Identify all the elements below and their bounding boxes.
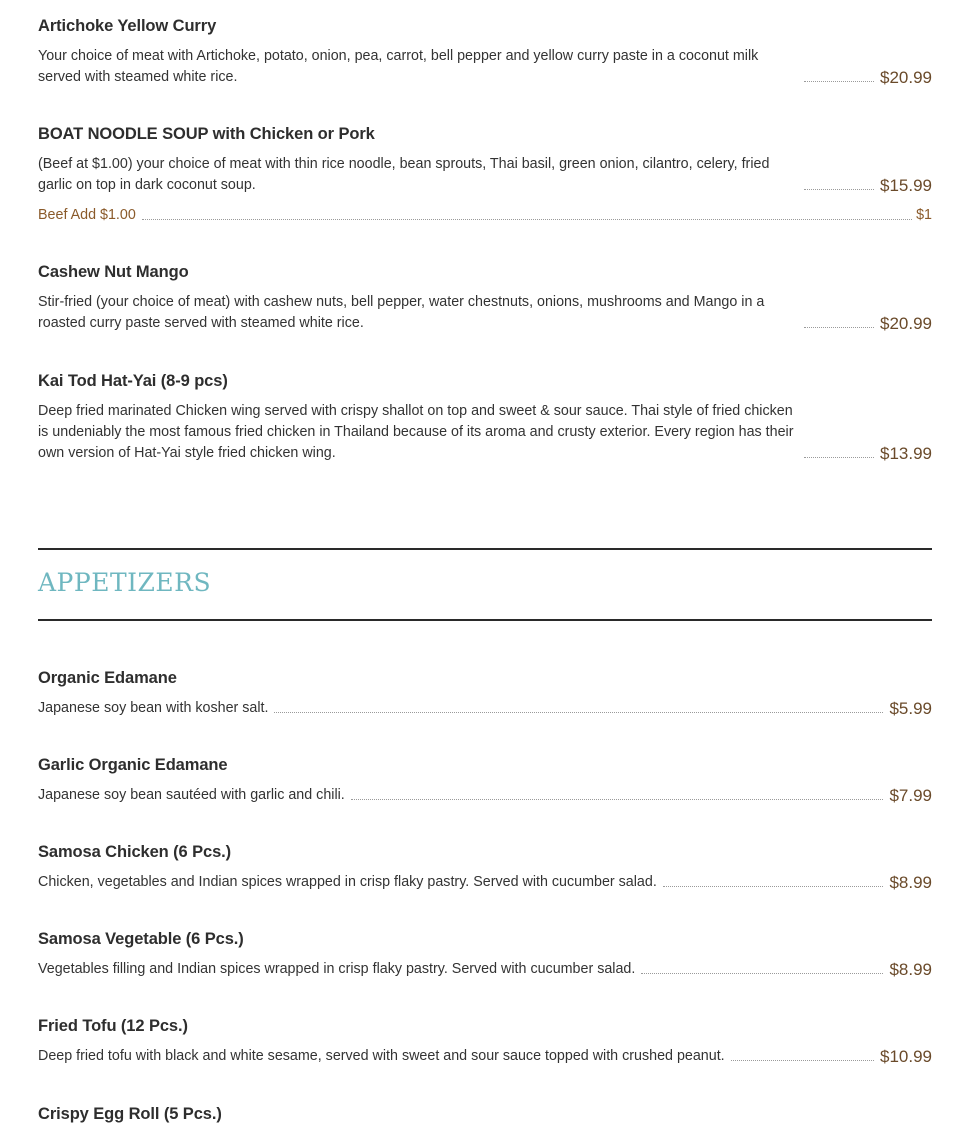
item-name: Organic Edamane <box>38 669 177 687</box>
item-price: $7.99 <box>889 786 932 805</box>
item-description: Deep fried marinated Chicken wing served with crispy shallot on top and sweet & sour sauce. Thai style of fried chicken is undeniably the most famous fried chicken in Thailand because of its aroma and crusty exterior. Every region has their own version of Hat-Yai style fried chicken wing. <box>38 403 794 461</box>
addon-label: Beef Add $1.00 <box>38 207 136 223</box>
menu-item-fried-tofu <box>38 1015 932 1067</box>
dot-leader <box>274 712 883 713</box>
item-name: Samosa Vegetable (6 Pcs.) <box>38 930 244 948</box>
section-rule-top <box>38 548 932 550</box>
item-description-row <box>38 959 932 980</box>
item-description-row <box>38 154 932 196</box>
menu-item-organic-edamane <box>38 667 932 719</box>
item-name: Artichoke Yellow Curry <box>38 17 217 35</box>
item-description: Deep fried tofu with black and white sesame, served with sweet and sour sauce topped with crushed peanut. <box>38 1048 725 1064</box>
item-description: (Beef at $1.00) your choice of meat with thin rice noodle, bean sprouts, Thai basil, green onion, cilantro, celery, fried garlic on top in dark coconut soup. <box>38 156 770 193</box>
item-name: Fried Tofu (12 Pcs.) <box>38 1017 188 1035</box>
item-price: $8.99 <box>889 960 932 979</box>
dot-leader <box>142 219 912 220</box>
item-description: Stir-fried (your choice of meat) with cashew nuts, bell pepper, water chestnuts, onions, mushrooms and Mango in a roasted curry paste served with steamed white rice. <box>38 294 765 331</box>
item-description: Japanese soy bean with kosher salt. <box>38 700 269 716</box>
item-price: $20.99 <box>880 68 932 87</box>
item-description-row <box>38 872 932 893</box>
menu-item-boat-noodle-soup <box>38 123 932 225</box>
item-name: Crispy Egg Roll (5 Pcs.) <box>38 1105 222 1123</box>
item-description: Vegetables filling and Indian spices wrapped in crisp flaky pastry. Served with cucumber salad. <box>38 961 636 977</box>
item-price: $15.99 <box>880 176 932 195</box>
addon-price: $1 <box>916 207 932 223</box>
menu-item-crispy-egg-roll <box>38 1103 932 1125</box>
item-description-row <box>38 292 932 334</box>
item-price: $13.99 <box>880 444 932 463</box>
menu-item-cashew-nut-mango <box>38 261 932 334</box>
menu-item-artichoke-yellow-curry <box>38 15 932 88</box>
dot-leader <box>663 886 884 887</box>
menu-item-samosa-chicken <box>38 841 932 893</box>
dot-leader <box>731 1060 874 1061</box>
item-description-row <box>38 46 932 88</box>
item-name: Kai Tod Hat-Yai (8-9 pcs) <box>38 372 228 390</box>
item-price: $20.99 <box>880 314 932 333</box>
item-price: $10.99 <box>880 1047 932 1066</box>
item-description: Japanese soy bean sautéed with garlic and chili. <box>38 787 345 803</box>
item-price: $8.99 <box>889 873 932 892</box>
item-price: $5.99 <box>889 699 932 718</box>
menu-item-kai-tod-hat-yai <box>38 370 932 464</box>
dot-leader <box>804 457 874 458</box>
item-name: BOAT NOODLE SOUP with Chicken or Pork <box>38 125 375 143</box>
item-description-row <box>38 401 932 464</box>
section-title-appetizers: APPETIZERS <box>38 568 212 597</box>
dot-leader <box>804 327 874 328</box>
menu-item-samosa-vegetable <box>38 928 932 980</box>
item-name: Cashew Nut Mango <box>38 263 189 281</box>
item-name: Garlic Organic Edamane <box>38 756 228 774</box>
item-description: Your choice of meat with Artichoke, potato, onion, pea, carrot, bell pepper and yellow curry paste in a coconut milk served with steamed white rice. <box>38 48 759 85</box>
dot-leader <box>804 189 874 190</box>
item-description-row <box>38 698 932 719</box>
dot-leader <box>804 81 874 82</box>
item-name: Samosa Chicken (6 Pcs.) <box>38 843 232 861</box>
item-description: Chicken, vegetables and Indian spices wrapped in crisp flaky pastry. Served with cucumber salad. <box>38 874 657 890</box>
dot-leader <box>351 799 884 800</box>
dot-leader <box>641 973 883 974</box>
menu-item-garlic-organic-edamane <box>38 754 932 806</box>
item-addon-row <box>38 205 932 225</box>
item-description-row <box>38 785 932 806</box>
section-rule-bottom <box>38 619 932 621</box>
item-description-row <box>38 1046 932 1067</box>
